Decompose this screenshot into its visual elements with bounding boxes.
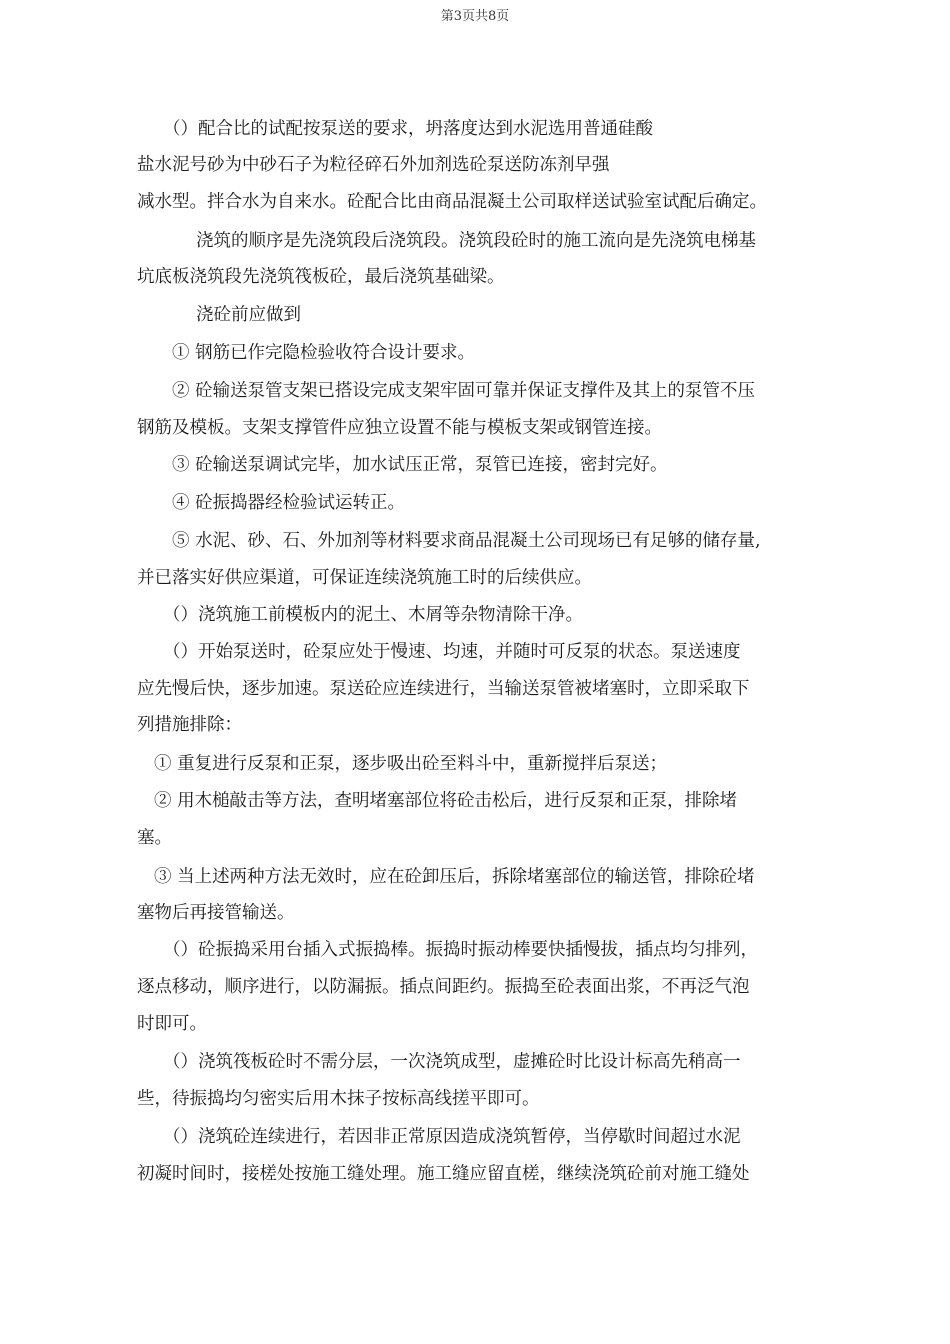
text-line: ② 砼输送泵管支架已搭设完成支架牢固可靠并保证支撑件及其上的泵管不压 [172, 381, 756, 401]
text-line: 应先慢后快，逐步加速。泵送砼应连续进行，当输送泵管被堵塞时，立即采取下 [137, 679, 750, 699]
text-line: （）配合比的试配按泵送的要求，坍落度达到水泥选用普通硅酸 [163, 119, 653, 139]
text-line: 列措施排除： [137, 715, 242, 735]
text-line: （）浇筑施工前模板内的泥土、木屑等杂物清除干净。 [163, 605, 583, 625]
text-line: ③ 砼输送泵调试完毕，加水试压正常，泵管已连接，密封完好。 [172, 455, 668, 475]
text-line: ⑤ 水泥、砂、石、外加剂等材料要求商品混凝土公司现场已有足够的储存量, [172, 531, 761, 551]
text-line: 时即可。 [137, 1014, 207, 1034]
text-line: （）浇筑砼连续进行，若因非正常原因造成浇筑暂停，当停歇时间超过水泥 [163, 1127, 741, 1147]
text-line: ② 用木槌敲击等方法，查明堵塞部位将砼击松后，进行反泵和正泵，排除堵 [154, 791, 738, 811]
text-line: 塞物后再接管输送。 [137, 903, 295, 923]
text-line: （）开始泵送时，砼泵应处于慢速、均速，并随时可反泵的状态。泵送速度 [163, 642, 741, 662]
text-line: （）浇筑筏板砼时不需分层，一次浇筑成型，虚摊砼时比设计标高先稍高一 [163, 1052, 741, 1072]
text-line: ① 钢筋已作完隐检验收符合设计要求。 [172, 343, 476, 363]
text-line: 盐水泥号砂为中砂石子为粒径碎石外加剂选砼泵送防冻剂早强 [137, 155, 610, 175]
text-line: 浇筑的顺序是先浇筑段后浇筑段。浇筑段砼时的施工流向是先浇筑电梯基 [196, 231, 756, 251]
text-line: 浇砼前应做到 [196, 305, 301, 325]
text-line: 减水型。拌合水为自来水。砼配合比由商品混凝土公司取样送试验室试配后确定。 [137, 192, 767, 212]
text-line: 逐点移动，顺序进行，以防漏振。插点间距约。振捣至砼表面出浆，不再泛气泡 [137, 977, 750, 997]
text-line: 些，待振捣均匀密实后用木抹子按标高线搓平即可。 [137, 1089, 540, 1109]
text-line: ① 重复进行反泵和正泵，逐步吸出砼至料斗中，重新搅拌后泵送； [154, 754, 668, 774]
text-line: ④ 砼振捣器经检验试运转正。 [172, 493, 406, 513]
text-line: （）砼振捣采用台插入式振捣棒。振捣时振动棒要快插慢拔，插点均匀排列， [163, 940, 758, 960]
text-line: 并已落实好供应渠道，可保证连续浇筑施工时的后续供应。 [137, 568, 592, 588]
text-line: 初凝时间时，接槎处按施工缝处理。施工缝应留直槎，继续浇筑砼前对施工缝处 [137, 1164, 750, 1184]
text-line: 塞。 [137, 828, 172, 848]
page-number-header: 第3页共8页 [440, 9, 510, 24]
text-line: ③ 当上述两种方法无效时，应在砼卸压后，拆除堵塞部位的输送管，排除砼堵 [154, 867, 755, 887]
text-line: 坑底板浇筑段先浇筑筏板砼，最后浇筑基础梁。 [137, 267, 505, 287]
text-line: 钢筋及模板。支架支撑管件应独立设置不能与模板支架或钢管连接。 [137, 418, 662, 438]
